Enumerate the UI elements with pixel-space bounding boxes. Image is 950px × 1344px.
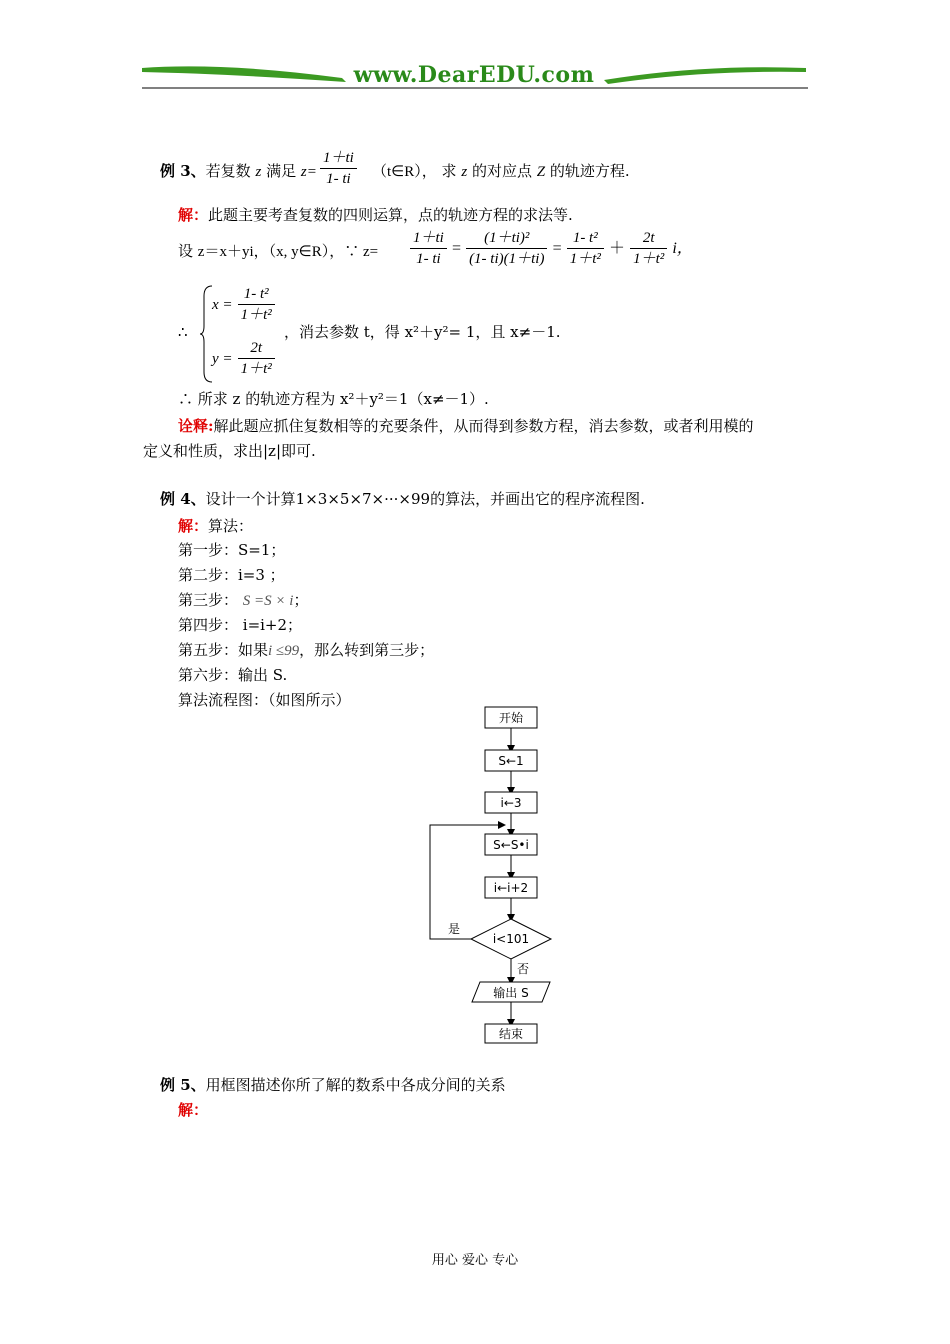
sol3-tail: i，: [672, 240, 693, 257]
ex4-solution-title: [178, 516, 253, 536]
sol3-set-a: 设: [178, 242, 194, 260]
flow-inc-text: i←i+2: [493, 881, 529, 895]
ex4-step-1: 第一步：S=1；: [178, 541, 286, 559]
sol3-system-y: [212, 338, 275, 379]
flow-init-s-text: S←1: [498, 754, 524, 768]
sol3-sx-den: 1＋t²: [240, 307, 272, 323]
ex4-step-3-math: S =S × i: [242, 593, 294, 609]
ex4-step-5-label: 第五步：如果: [178, 641, 269, 659]
ex3-text-e: 的轨迹方程.: [549, 162, 630, 180]
sol3-f4-den: 1＋t²: [633, 251, 665, 267]
sol3-set-b: z＝x＋yi，（x, y∈R），∵ z=: [197, 244, 379, 260]
ex4-step-3: [178, 590, 308, 611]
ex4-step-3-tail: ；: [293, 591, 309, 609]
sol3-note-label: 诠释:: [178, 417, 214, 435]
sol3-label: 解：: [178, 206, 209, 224]
flow-decision-text: i<101: [492, 932, 530, 946]
ex3-text-d: 的对应点: [471, 162, 532, 180]
ex4-flow-caption: 算法流程图：（如图所示）: [178, 691, 351, 709]
ex3-label: 例 3、: [160, 162, 206, 180]
sol3-f3-den: 1＋t²: [569, 251, 601, 267]
ex3-text-c: 求: [441, 162, 457, 180]
ex5-sol-label: 解：: [178, 1101, 209, 1119]
flow-output-text: 输出 S: [493, 986, 529, 1000]
sol3-x-eq: x =: [212, 297, 233, 313]
ex3-condition: （t∈R），: [372, 164, 437, 180]
ex4-step-4: 第四步： i=i+2；: [178, 616, 303, 634]
sol3-therefore: ∴: [178, 323, 188, 341]
sol3-eliminate: ，消去参数 t，得 x²＋y²= 1，且 x≠－1.: [284, 323, 561, 341]
ex4-step-5: [178, 640, 434, 661]
ex3-question-rest: [372, 161, 630, 182]
flow-mul-text: S←S•i: [493, 838, 529, 852]
sol3-note-1: [178, 416, 754, 436]
sol3-f2-den: (1- ti)(1＋ti): [469, 251, 545, 267]
sol3-sy-den: 1＋t²: [240, 361, 272, 377]
sol3-eq1: =: [451, 240, 461, 257]
sol3-f1-num: 1＋ti: [410, 228, 447, 249]
ex5-solution: [178, 1100, 208, 1120]
ex4-step-5-tail: ，那么转到第三步；: [299, 641, 435, 659]
sol3-set-line: [178, 241, 378, 262]
ex4-question-text: 设计一个计算1×3×5×7×···×99的算法，并画出它的程序流程图.: [205, 490, 645, 508]
site-logo: www.DearEDU.com: [353, 62, 595, 88]
sol3-plus: ＋: [608, 240, 625, 257]
flow-yes-label: 是: [447, 922, 461, 936]
sol3-intro: [178, 205, 573, 225]
flow-no-label: 否: [517, 962, 530, 976]
ex5-question: [160, 1075, 506, 1095]
ex4-sol-title: 算法：: [208, 517, 254, 535]
ex3-text-a: 若复数: [205, 162, 251, 180]
ex3-var-z-2: z: [461, 164, 468, 180]
ex4-step-2: 第二步：i=3 ；: [178, 566, 285, 584]
ex4-step-3-label: 第三步：: [178, 591, 239, 609]
ex4-step-5-math: i ≤99: [268, 643, 300, 659]
sol3-sy-num: 2t: [238, 338, 275, 359]
sol3-intro-text: 此题主要考查复数的四则运算，点的轨迹方程的求法等.: [208, 206, 573, 224]
ex4-step-6: 第六步：输出 S.: [178, 666, 288, 684]
ex5-label: 例 5、: [160, 1076, 206, 1094]
ex3-var-Z: Z: [536, 164, 546, 180]
ex3-question: [160, 161, 317, 182]
sol3-f1-den: 1- ti: [416, 251, 441, 267]
sol3-sx-num: 1- t²: [238, 284, 275, 305]
sol3-y-eq: y =: [212, 351, 233, 367]
algorithm-flowchart: [420, 700, 570, 1050]
flow-init-i-text: i←3: [500, 796, 522, 810]
flow-end-text: 结束: [498, 1027, 524, 1041]
page-footer: 用心 爱心 专心: [431, 1253, 519, 1268]
ex3-text-b: 满足: [266, 162, 297, 180]
sol3-note-2: 定义和性质，求出|z|即可.: [143, 442, 316, 460]
ex4-sol-label: 解：: [178, 517, 209, 535]
sol3-fraction-chain: [410, 228, 693, 269]
sol3-system-x: [212, 284, 275, 325]
sol3-eq2: =: [552, 240, 562, 257]
ex5-question-text: 用框图描述你所了解的数系中各成分间的关系: [205, 1076, 506, 1094]
sol3-note-text-1: 解此题应抓住复数相等的充要条件，从而得到参数方程，消去参数，或者利用模的: [213, 417, 754, 435]
sol3-f4-num: 2t: [630, 228, 667, 249]
sol3-f2-num: (1＋ti)²: [466, 228, 547, 249]
flow-start-text: 开始: [498, 711, 524, 725]
ex4-question: [160, 489, 645, 509]
ex4-label: 例 4、: [160, 490, 206, 508]
sol3-conclusion: ∴ 所求 z 的轨迹方程为 x²＋y²＝1（x≠－1）.: [178, 390, 489, 408]
ex3-fraction: [320, 148, 357, 189]
ex3-z-eq: z=: [300, 164, 317, 180]
ex3-frac-num: 1＋ti: [320, 148, 357, 169]
ex3-var-z: z: [255, 164, 262, 180]
ex3-frac-den: 1- ti: [326, 171, 351, 187]
sol3-f3-num: 1- t²: [567, 228, 604, 249]
